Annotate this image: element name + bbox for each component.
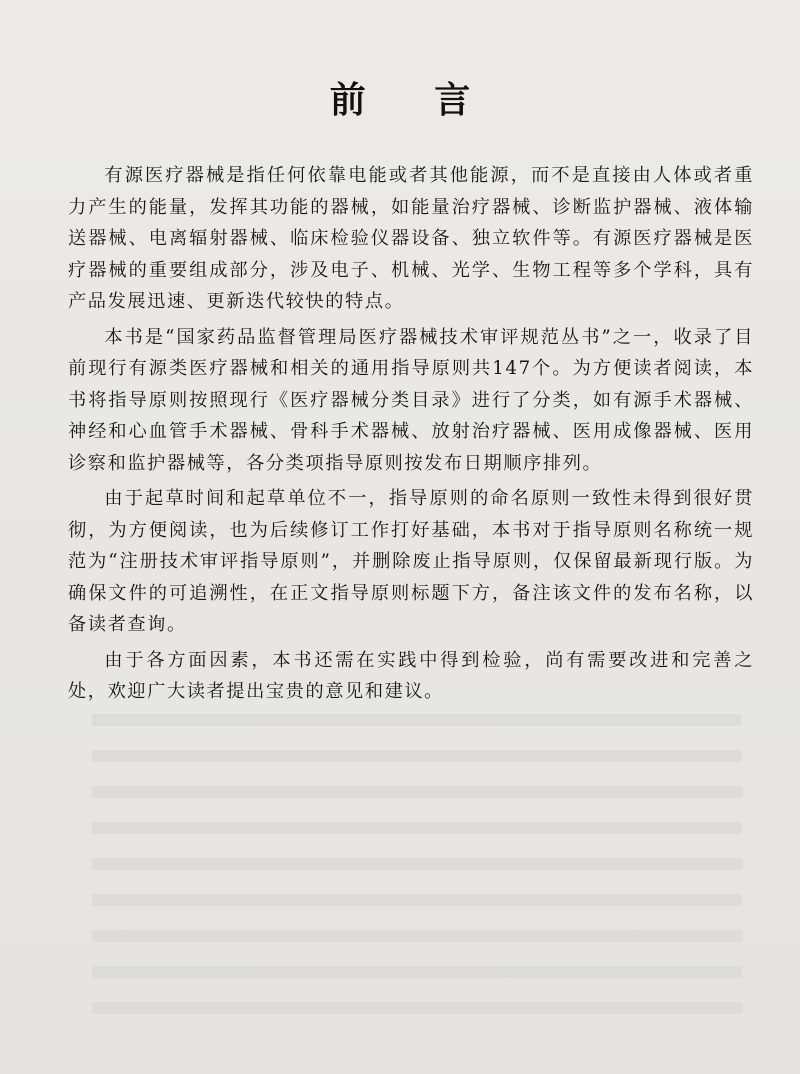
reverse-side-bleedthrough <box>92 690 742 1038</box>
preface-body <box>68 160 754 712</box>
paragraph: 由于各方面因素，本书还需在实践中得到检验，尚有需要改进和完善之处，欢迎广大读者提出宝贵的意见和建议。 <box>68 649 754 702</box>
page-title: 前 言 <box>329 80 499 121</box>
paragraph: 有源医疗器械是指任何依靠电能或者其他能源，而不是直接由人体或者重力产生的能量，发挥其功能的器械，如能量治疗器械、诊断监护器械、液体输送器械、电离辐射器械、临床检验仪器设备、独立软件等。有源医疗器械是医疗器械的重要组成部分，涉及电子、机械、光学、生物工程等多个学科，具有产品发展迅速、更新迭代较快的特点。 <box>68 165 754 312</box>
paragraph: 由于起草时间和起草单位不一，指导原则的命名原则一致性未得到很好贯彻，为方便阅读，也为后续修订工作打好基础，本书对于指导原则名称统一规范为“注册技术审评指导原则”，并删除废止指导原则，仅保留最新现行版。为确保文件的可追溯性，在正文指导原则标题下方，备注该文件的发布名称，以备读者查询。 <box>68 488 754 635</box>
paragraph: 本书是“国家药品监督管理局医疗器械技术审评规范丛书”之一，收录了目前现行有源类医疗器械和相关的通用指导原则共147个。为方便读者阅读，本书将指导原则按照现行《医疗器械分类目录》进行了分类，如有源手术器械、神经和心血管手术器械、骨科手术器械、放射治疗器械、医用成像器械、医用诊察和监护器械等，各分类项指导原则按发布日期顺序排列。 <box>68 326 754 474</box>
